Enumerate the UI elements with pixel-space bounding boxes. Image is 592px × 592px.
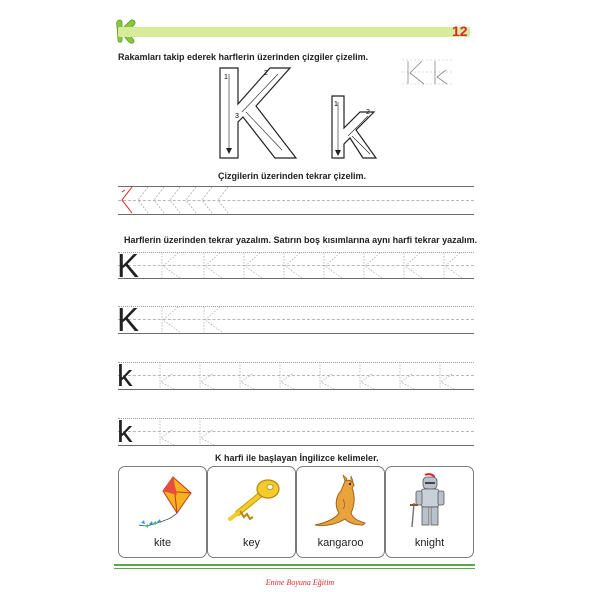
svg-text:1: 1 [224, 74, 228, 81]
footer-publisher: Enine Boyuna Eğitim [265, 578, 335, 587]
kangaroo-icon [305, 473, 376, 529]
instruction-trace-lines: Çizgilerin üzerinden tekrar çizelim. [218, 171, 367, 181]
row4-model-letter: k [117, 414, 133, 449]
svg-text:2: 2 [366, 109, 370, 116]
guide-uppercase-k [218, 62, 298, 162]
row2-trace-letters [150, 304, 250, 334]
instruction-english-words: K harfi ile başlayan İngilizce kelimeler. [215, 453, 379, 463]
footer-rule-top [114, 564, 475, 566]
preview-trace-kk [402, 58, 452, 86]
row3-model-letter: k [117, 358, 133, 393]
word-card-kite [118, 466, 207, 558]
word-label-kangaroo: kangaroo [317, 537, 364, 549]
knight-icon [394, 473, 465, 529]
word-label-key: key [242, 537, 261, 549]
svg-text:2: 2 [264, 70, 268, 77]
instruction-write-letters: Harflerin üzerinden tekrar yazalım. Satırın boş kısımlarına aynı harfi tekrar yazalım. [124, 235, 478, 245]
header-bar [118, 27, 470, 37]
guide-lowercase-k [330, 94, 380, 162]
word-label-knight: knight [414, 537, 445, 549]
row3-trace-letters [150, 360, 474, 390]
word-card-knight [385, 466, 474, 558]
row4-trace-letters [150, 416, 250, 446]
row1-model-letter: K [117, 247, 140, 284]
key-icon [216, 473, 287, 529]
page-number: 12 [452, 23, 468, 39]
chevron-row-bottom [118, 214, 474, 215]
word-card-key [207, 466, 296, 558]
row2-model-letter: K [117, 301, 140, 338]
row1-trace-letters [150, 250, 474, 280]
footer-rule-bottom [114, 568, 475, 569]
svg-text:1: 1 [334, 101, 338, 108]
word-card-kangaroo [296, 466, 385, 558]
svg-text:3: 3 [235, 113, 239, 120]
chevron-trace-pattern [118, 186, 238, 214]
word-label-kite: kite [153, 537, 172, 549]
instruction-trace-numbers: Rakamları takip ederek harflerin üzerinden çizgiler çizelim. [118, 52, 369, 62]
kite-icon [127, 473, 198, 529]
